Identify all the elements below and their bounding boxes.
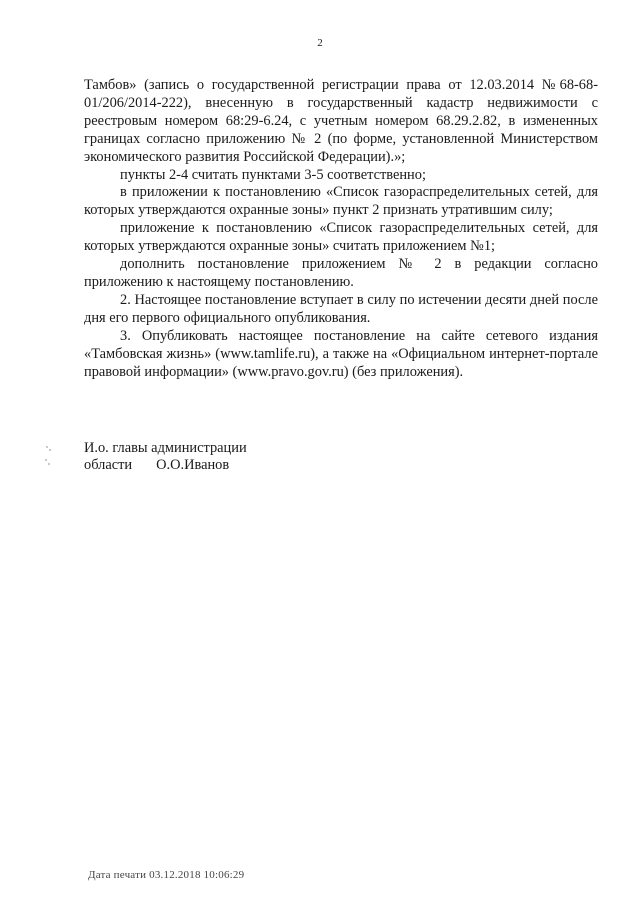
paragraph-publication: 3. Опубликовать настоящее постановление на сайте сетевого издания «Тамбовская жизнь» (www.tamlife.ru), а также на «Официальном интернет-портале правовой информации» (www.pravo.gov.ru) (без приложения). — [84, 327, 598, 380]
paragraph-repeal-point: в приложении к постановлению «Список газораспределительных сетей, для которых утверждаются охранные зоны» пункт 2 признать утратившим силу; — [84, 184, 598, 219]
paragraph-effective-date: 2. Настоящее постановление вступает в силу по истечении десяти дней после дня его первого официального опубликования. — [84, 291, 598, 326]
document-body — [84, 77, 598, 381]
margin-scan-marks — [44, 446, 54, 470]
paragraph-add-appendix: дополнить постановление приложением № 2 в редакции согласно приложению к настоящему постановлению. — [84, 256, 598, 290]
print-date-footer: Дата печати 03.12.2018 10:06:29 — [88, 869, 245, 881]
signatory-name: О.О.Иванов — [156, 457, 230, 473]
paragraph-renumber-points: пункты 2-4 считать пунктами 3-5 соответственно; — [120, 166, 426, 183]
paragraph-rename-appendix: приложение к постановлению «Список газораспределительных сетей, для которых утверждаются охранные зоны» считать приложением №1; — [84, 220, 598, 255]
signatory-position: И.о. главы администрации — [84, 440, 247, 456]
page-number: 2 — [317, 37, 323, 49]
signatory-region: области — [84, 457, 133, 473]
paragraph-continuation: Тамбов» (запись о государственной регистрации права от 12.03.2014 №68-68-01/206/2014-222), внесенную в государственный кадастр недвижимости с реестровым номером 68:29-6.24, с учетным номером 68.29.2.82, в измененных границах согласно приложению № 2 (по форме, установленной Министерством экономического развития Российской Федерации).»; — [84, 77, 598, 165]
signature-block — [84, 440, 247, 474]
